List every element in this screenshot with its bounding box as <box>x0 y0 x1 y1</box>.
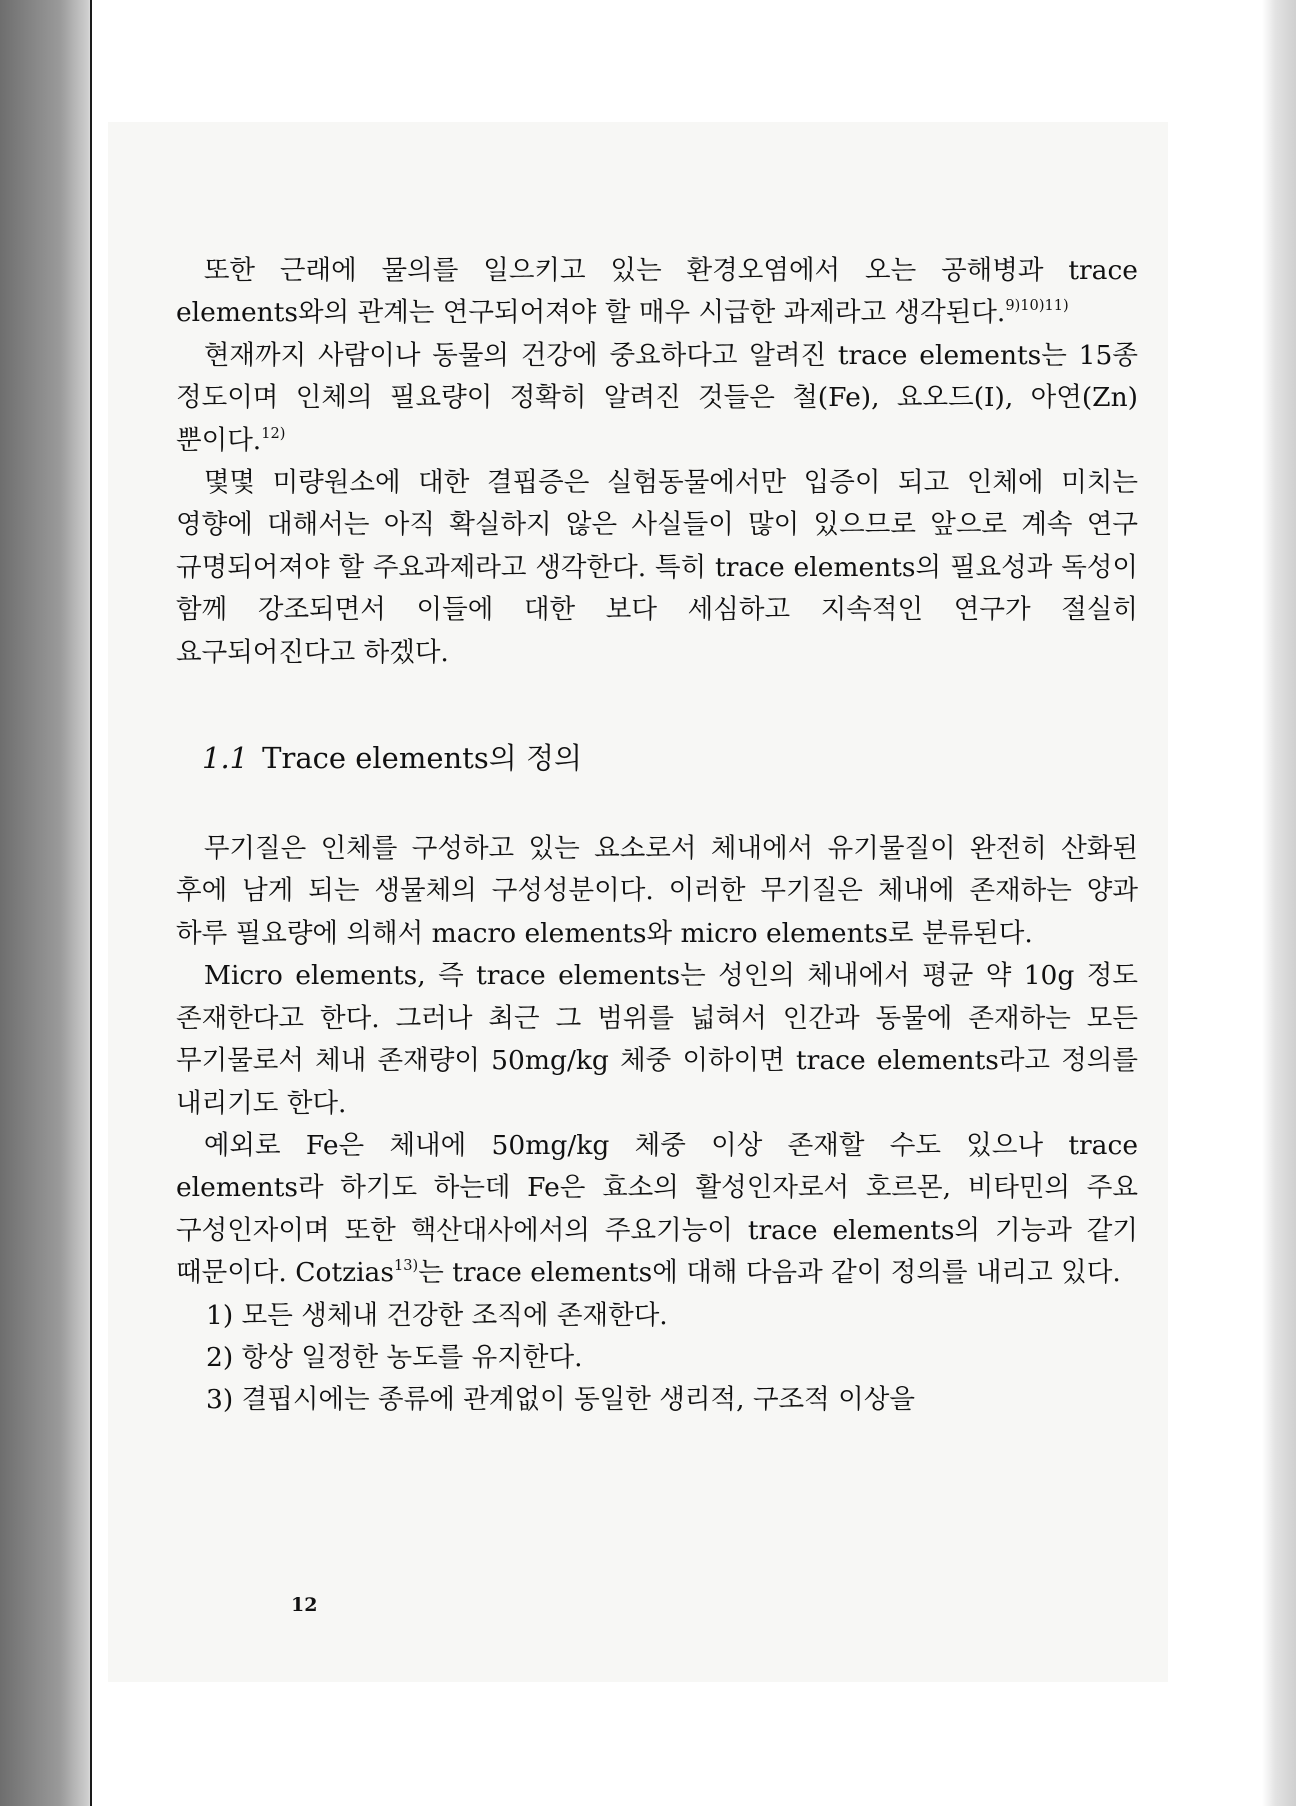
page-number: 12 <box>291 1594 318 1616</box>
section-number: 1.1 <box>202 741 249 776</box>
paragraph-iron-exception: 예외로 Fe은 체내에 50mg/kg 체중 이상 존재할 수도 있으나 trace elements라 하기도 하는데 Fe은 효소의 활성인자로서 호르몬, 비타민의 주요 구성인자이며 또한 핵산대사에서의 주요기능이 trace elements의 기능과 같기 때문이다. Cotzias$^{13)}$는 trace elements에 대해 다음과 같이 정의를 내리고 있다. <box>176 1129 1138 1289</box>
section-title: Trace elements의 정의 <box>262 741 582 776</box>
page-body-text <box>176 250 1138 1422</box>
definition-list-item: 2) 항상 일정한 농도를 유지한다. <box>206 1341 583 1373</box>
paragraph-deficiency: 몇몇 미량원소에 대한 결핍증은 실험동물에서만 입증이 되고 인체에 미치는 영향에 대해서는 아직 확실하지 않은 사실들이 많이 있으므로 앞으로 계속 연구 규명되어져야 할 주요과제라고 생각한다. 특히 trace elements의 필요성과 독성이 함께 강조되면서 이들에 대한 보다 세심하고 지속적인 연구가 절실히 요구되어진다고 하겠다. <box>176 467 1138 668</box>
reference-superscript: 12) <box>261 424 286 442</box>
definition-list-item: 1) 모든 생체내 건강한 조직에 존재한다. <box>206 1299 668 1331</box>
section-heading <box>176 736 1138 780</box>
reference-superscript: 13) <box>393 1257 419 1275</box>
paragraph-essential-elements: 현재까지 사람이나 동물의 건강에 중요하다고 알려진 trace elements는 15종 정도이며 인체의 필요량이 정확히 알려진 것들은 철(Fe), 요오드(I), 아연(Zn)뿐이다.$^{12)}$ <box>176 339 1138 456</box>
reference-superscript: 9)10)11) <box>1005 297 1069 315</box>
paragraph-pollution: 또한 근래에 물의를 일으키고 있는 환경오염에서 오는 공해병과 trace elements와의 관계는 연구되어져야 할 매우 시급한 과제라고 생각된다.$^{9)10)11)}$ <box>176 255 1138 329</box>
paragraph-micro-elements: Micro elements, 즉 trace elements는 성인의 체내에서 평균 약 10g 정도 존재한다고 한다. 그러나 최근 그 범위를 넓혀서 인간과 동물에 존재하는 모든 무기물로서 체내 존재량이 50mg/kg 체중 이하이면 trace elements라고 정의를 내리기도 한다. <box>176 960 1138 1119</box>
definition-list-item: 3) 결핍시에는 종류에 관계없이 동일한 생리적, 구조적 이상을 <box>206 1384 915 1416</box>
paragraph-minerals: 무기질은 인체를 구성하고 있는 요소로서 체내에서 유기물질이 완전히 산화된 후에 남게 되는 생물체의 구성성분이다. 이러한 무기질은 체내에 존재하는 양과 하루 필요량에 의해서 macro elements와 micro elements로 분류된다. <box>176 833 1138 949</box>
